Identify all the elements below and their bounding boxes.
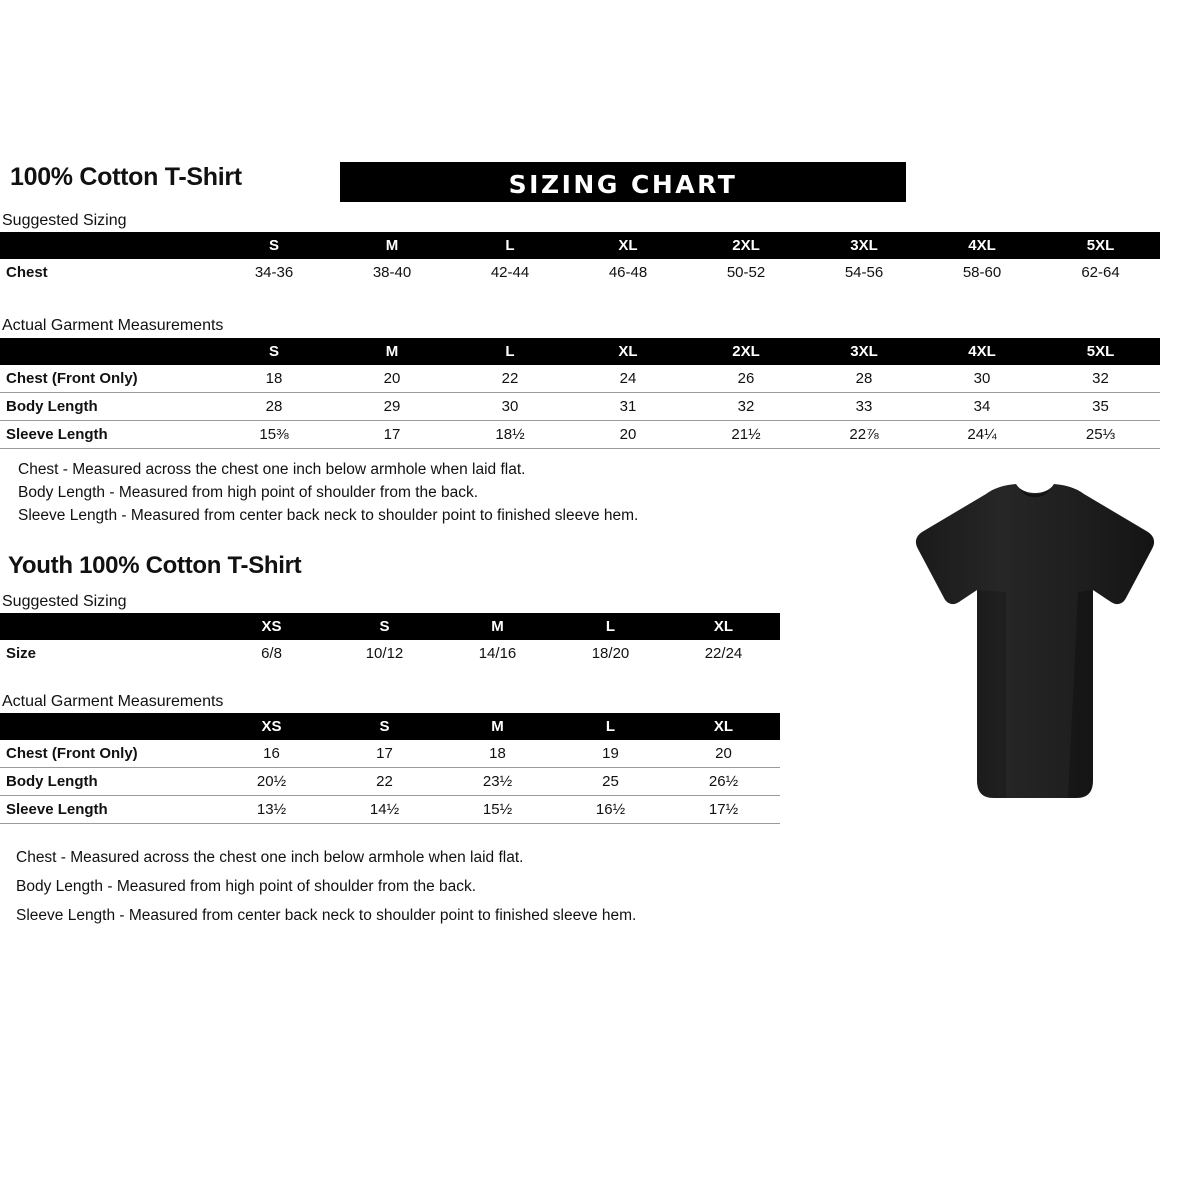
cell: 18½ [451, 421, 569, 449]
cell: 16 [215, 740, 328, 768]
youth-measurement-notes [16, 843, 636, 930]
note-chest: Chest - Measured across the chest one inch below armhole when laid flat. [16, 849, 524, 866]
cell: 58-60 [923, 259, 1041, 286]
table-header-row [0, 713, 780, 740]
col-header: L [554, 713, 667, 740]
cell: 20½ [215, 768, 328, 796]
cell: 16½ [554, 796, 667, 824]
table-row [0, 365, 1160, 393]
cell: 23½ [441, 768, 554, 796]
cell: 14½ [328, 796, 441, 824]
adult-suggested-sizing-label: Suggested Sizing [2, 212, 127, 229]
col-header: S [328, 713, 441, 740]
cell: 10/12 [328, 640, 441, 667]
col-header: S [215, 232, 333, 259]
table-row [0, 421, 1160, 449]
col-header: 3XL [805, 232, 923, 259]
t-shirt-icon [890, 480, 1180, 820]
adult-actual-measurements-table [0, 338, 1160, 449]
adult-section-title: 100% Cotton T-Shirt [10, 163, 242, 191]
cell: 25 [554, 768, 667, 796]
table-row [0, 259, 1160, 286]
cell: 15⅜ [215, 421, 333, 449]
cell: 50-52 [687, 259, 805, 286]
youth-suggested-sizing-label: Suggested Sizing [2, 593, 127, 610]
cell: 38-40 [333, 259, 451, 286]
cell: 54-56 [805, 259, 923, 286]
col-header [0, 232, 215, 259]
col-header: 3XL [805, 338, 923, 365]
cell: 24 [569, 365, 687, 393]
note-sleeve-length: Sleeve Length - Measured from center back neck to shoulder point to finished sleeve hem. [18, 507, 639, 524]
col-header: 2XL [687, 232, 805, 259]
cell: 26 [687, 365, 805, 393]
col-header: 2XL [687, 338, 805, 365]
col-header: S [215, 338, 333, 365]
cell: 35 [1041, 393, 1160, 421]
note-body-length: Body Length - Measured from high point of shoulder from the back. [18, 484, 479, 501]
col-header: XL [569, 232, 687, 259]
col-header: L [451, 338, 569, 365]
cell: 17 [333, 421, 451, 449]
cell: 34 [923, 393, 1041, 421]
col-header: 5XL [1041, 338, 1160, 365]
cell: 42-44 [451, 259, 569, 286]
cell: 32 [1041, 365, 1160, 393]
note-sleeve-length: Sleeve Length - Measured from center back neck to shoulder point to finished sleeve hem. [16, 907, 637, 924]
table-row [0, 768, 780, 796]
adult-actual-measurements-label: Actual Garment Measurements [2, 317, 224, 334]
col-header: 4XL [923, 232, 1041, 259]
cell: 25⅓ [1041, 421, 1160, 449]
table-row [0, 640, 780, 667]
col-header: XL [569, 338, 687, 365]
cell: 20 [569, 421, 687, 449]
cell: 30 [451, 393, 569, 421]
cell: 18 [215, 365, 333, 393]
col-header: L [451, 232, 569, 259]
cell: 46-48 [569, 259, 687, 286]
row-label: Body Length [0, 768, 215, 796]
table-header-row [0, 613, 780, 640]
cell: 31 [569, 393, 687, 421]
col-header: 5XL [1041, 232, 1160, 259]
col-header: XL [667, 713, 780, 740]
cell: 22 [451, 365, 569, 393]
youth-actual-measurements-table [0, 713, 780, 824]
adult-measurement-notes [18, 458, 638, 527]
cell: 32 [687, 393, 805, 421]
cell: 21½ [687, 421, 805, 449]
cell: 14/16 [441, 640, 554, 667]
table-row [0, 796, 780, 824]
adult-suggested-sizing-table [0, 232, 1160, 286]
cell: 28 [805, 365, 923, 393]
cell: 15½ [441, 796, 554, 824]
table-row [0, 393, 1160, 421]
cell: 22/24 [667, 640, 780, 667]
col-header: M [333, 232, 451, 259]
col-header: S [328, 613, 441, 640]
sizing-chart-banner [340, 162, 906, 202]
cell: 19 [554, 740, 667, 768]
cell: 18/20 [554, 640, 667, 667]
row-label: Size [0, 640, 215, 667]
col-header: XS [215, 613, 328, 640]
cell: 17 [328, 740, 441, 768]
cell: 17½ [667, 796, 780, 824]
row-label: Chest (Front Only) [0, 740, 215, 768]
cell: 29 [333, 393, 451, 421]
cell: 13½ [215, 796, 328, 824]
col-header [0, 613, 215, 640]
col-header [0, 338, 215, 365]
col-header: M [333, 338, 451, 365]
table-header-row [0, 232, 1160, 259]
col-header: M [441, 613, 554, 640]
black-t-shirt-illustration [890, 480, 1180, 820]
cell: 6/8 [215, 640, 328, 667]
col-header: XL [667, 613, 780, 640]
cell: 62-64 [1041, 259, 1160, 286]
note-body-length: Body Length - Measured from high point of shoulder from the back. [16, 878, 477, 895]
col-header: M [441, 713, 554, 740]
youth-suggested-sizing-table [0, 613, 780, 667]
row-label: Sleeve Length [0, 796, 215, 824]
row-label: Chest [0, 259, 215, 286]
col-header [0, 713, 215, 740]
row-label: Sleeve Length [0, 421, 215, 449]
cell: 18 [441, 740, 554, 768]
table-header-row [0, 338, 1160, 365]
cell: 22⅞ [805, 421, 923, 449]
cell: 22 [328, 768, 441, 796]
row-label: Chest (Front Only) [0, 365, 215, 393]
cell: 20 [667, 740, 780, 768]
col-header: XS [215, 713, 328, 740]
sizing-chart-banner-text: SIZING CHART [508, 170, 738, 199]
cell: 33 [805, 393, 923, 421]
cell: 24¼ [923, 421, 1041, 449]
youth-section-title: Youth 100% Cotton T-Shirt [8, 552, 302, 579]
cell: 34-36 [215, 259, 333, 286]
row-label: Body Length [0, 393, 215, 421]
col-header: L [554, 613, 667, 640]
col-header: 4XL [923, 338, 1041, 365]
table-row [0, 740, 780, 768]
cell: 26½ [667, 768, 780, 796]
youth-actual-measurements-label: Actual Garment Measurements [2, 693, 224, 710]
note-chest: Chest - Measured across the chest one inch below armhole when laid flat. [18, 461, 526, 478]
cell: 28 [215, 393, 333, 421]
cell: 30 [923, 365, 1041, 393]
cell: 20 [333, 365, 451, 393]
